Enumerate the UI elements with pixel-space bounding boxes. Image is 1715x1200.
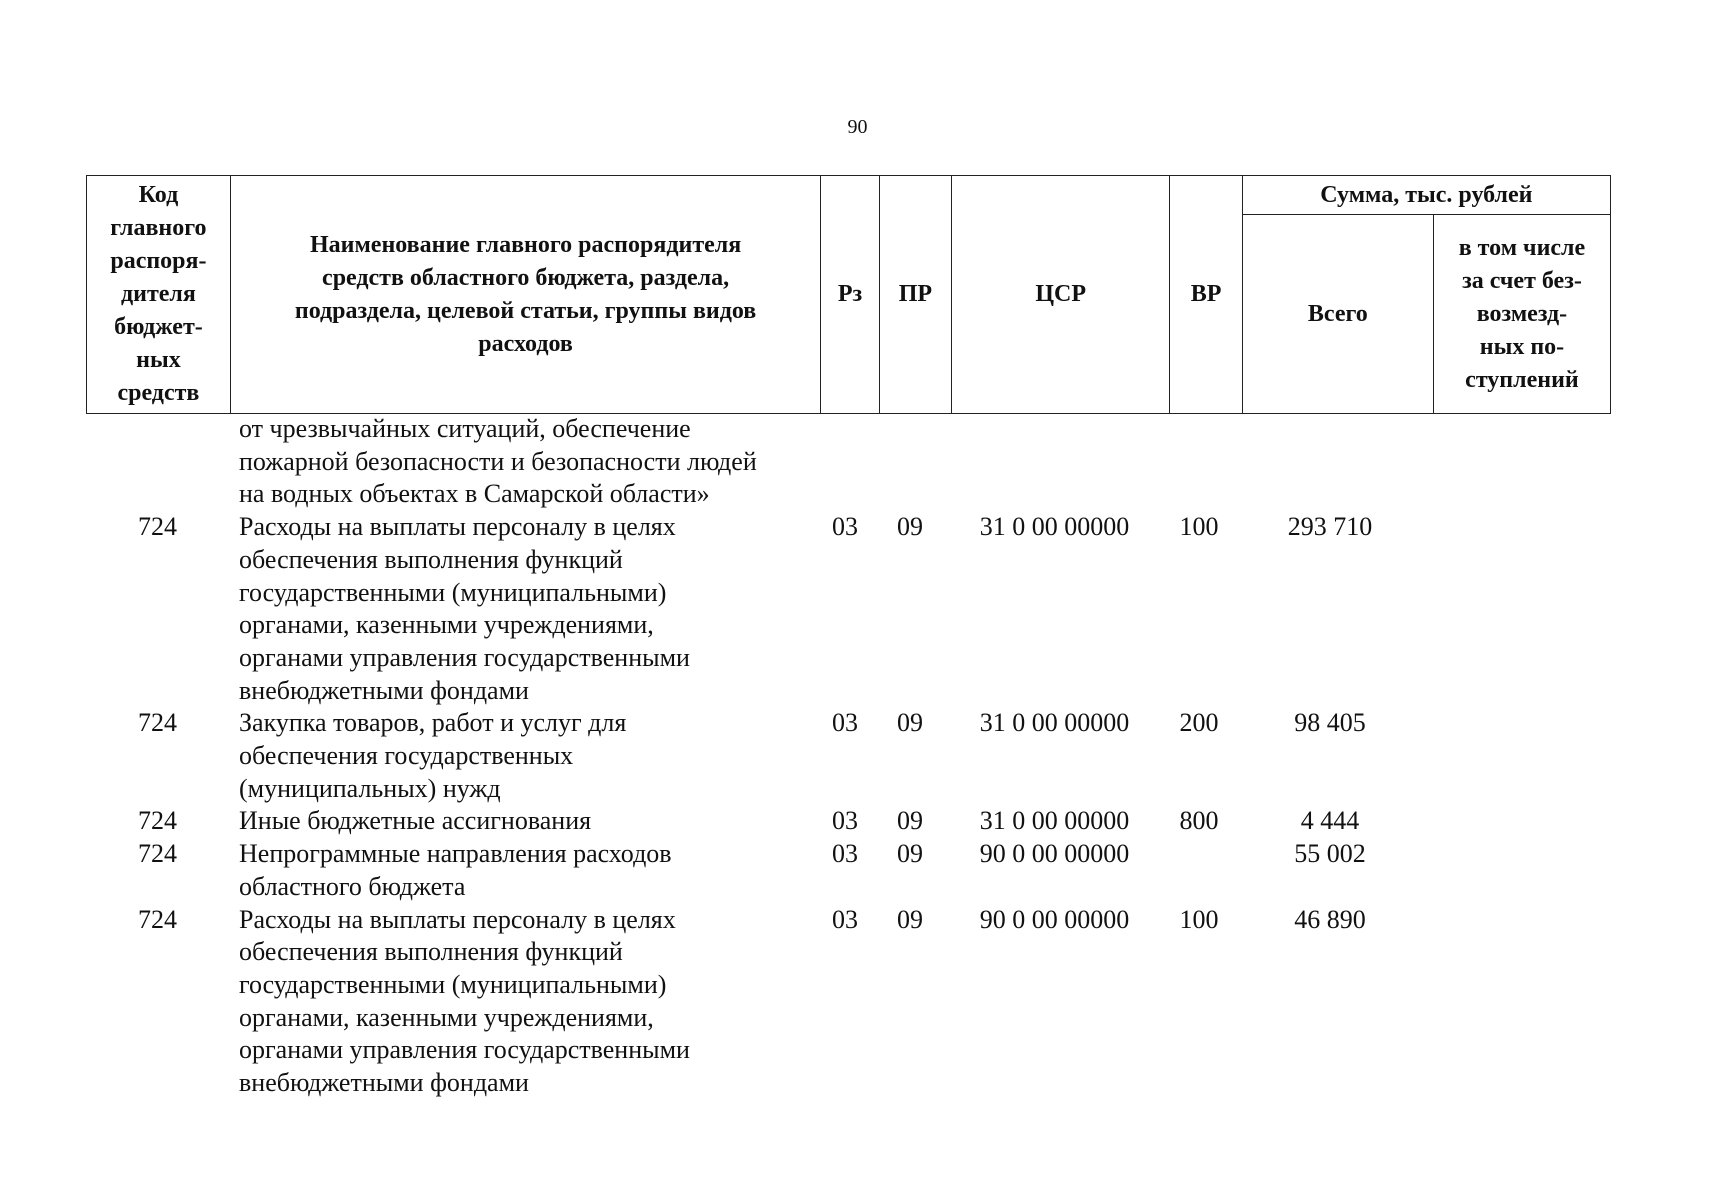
- row-code: 724: [138, 806, 177, 836]
- row-vr: 100: [1179, 512, 1219, 542]
- row-rz: 03: [832, 708, 858, 738]
- row-total: 293 710: [1287, 512, 1373, 542]
- row-code: 724: [138, 512, 177, 542]
- table-row: [86, 838, 1611, 903]
- row-rz: 03: [832, 512, 858, 542]
- row-vr: 100: [1179, 904, 1219, 934]
- row-pr: 09: [897, 512, 923, 542]
- row-name: Непрограммные направления расходов областного бюджета: [239, 839, 672, 901]
- header-code: Код главного распоря- дителя бюджет- ных средств: [87, 176, 231, 414]
- row-pr: 09: [897, 839, 923, 869]
- table-header: [86, 175, 1611, 414]
- row-rz: 03: [832, 806, 858, 836]
- row-pr: 09: [897, 806, 923, 836]
- row-total: 98 405: [1294, 708, 1366, 738]
- header-rz: Рз: [821, 176, 879, 414]
- table-row: [86, 904, 1611, 1100]
- table-row: [86, 511, 1611, 707]
- row-csr: 31 0 00 00000: [979, 806, 1130, 836]
- header-sum-group: Сумма, тыс. рублей: [1242, 176, 1610, 215]
- table-row: [86, 707, 1611, 805]
- table-row: [86, 805, 1611, 838]
- row-rz: 03: [832, 904, 858, 934]
- row-rz: 03: [832, 839, 858, 869]
- row-vr: 200: [1179, 708, 1219, 738]
- header-total: Всего: [1242, 215, 1433, 414]
- row-name: Иные бюджетные ассигнования: [239, 806, 592, 836]
- table-row: [86, 413, 1611, 511]
- row-name: Закупка товаров, работ и услуг для обеспечения государственных (муниципальных) нужд: [239, 708, 627, 803]
- row-pr: 09: [897, 904, 923, 934]
- header-vr: ВР: [1170, 176, 1242, 414]
- row-name: Расходы на выплаты персоналу в целях обеспечения выполнения функций государственными (муниципальными) органами, казенными учреждениями, органами управления государственными внебюджетными фондами: [239, 904, 690, 1098]
- row-code: 724: [138, 708, 177, 738]
- header-csr: ЦСР: [952, 176, 1170, 414]
- row-total: 55 002: [1294, 839, 1366, 869]
- row-pr: 09: [897, 708, 923, 738]
- row-code: 724: [138, 904, 177, 934]
- header-pr: ПР: [879, 176, 951, 414]
- table-body: [86, 413, 1611, 1100]
- header-name: Наименование главного распорядителя средств областного бюджета, раздела, подраздела, целевой статьи, группы видов расходов: [230, 176, 820, 414]
- header-free: в том числе за счет без- возмезд- ных по- ступлений: [1433, 215, 1610, 414]
- row-vr: 800: [1179, 806, 1219, 836]
- page-number: 90: [847, 116, 868, 138]
- row-csr: 31 0 00 00000: [979, 708, 1130, 738]
- row-csr: 31 0 00 00000: [979, 512, 1130, 542]
- row-code: 724: [138, 839, 177, 869]
- row-csr: 90 0 00 00000: [979, 839, 1130, 869]
- row-total: 46 890: [1294, 904, 1366, 934]
- row-csr: 90 0 00 00000: [979, 904, 1130, 934]
- row-name: от чрезвычайных ситуаций, обеспечение пожарной безопасности и безопасности людей на водных объектах в Самарской области»: [239, 414, 757, 509]
- row-total: 4 444: [1300, 806, 1360, 836]
- row-name: Расходы на выплаты персоналу в целях обеспечения выполнения функций государственными (муниципальными) органами, казенными учреждениями, органами управления государственными внебюджетными фондами: [239, 512, 690, 705]
